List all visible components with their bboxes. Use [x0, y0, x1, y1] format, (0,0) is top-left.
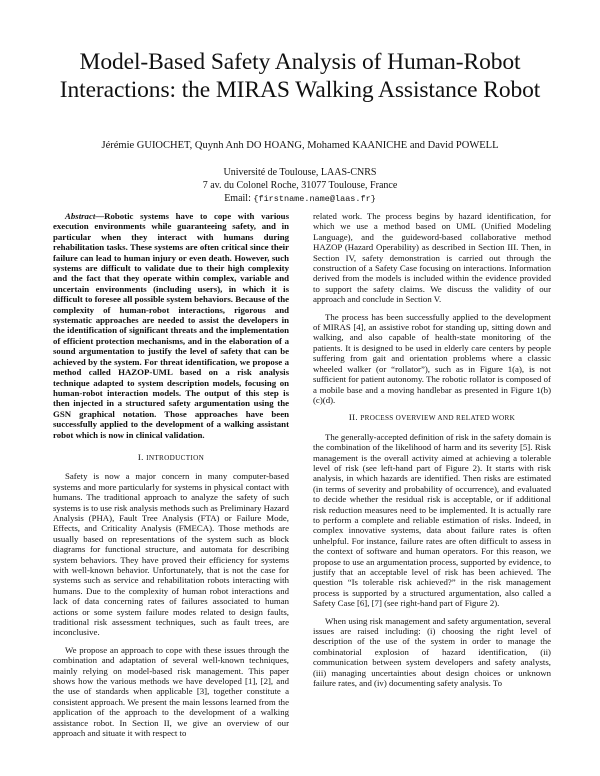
paper-title [30, 48, 570, 104]
section-1-title: INTRODUCTION [146, 453, 205, 462]
email-address: {firstname.name@laas.fr} [253, 194, 376, 204]
affiliation-line-1: Université de Toulouse, LAAS-CNRS [223, 167, 377, 178]
abstract-text: —Robotic systems have to cope with various execution environments while guaranteeing safety, and in particular when they interact with humans during rehabilitation tasks. These systems are often critical since their failure can lead to human injury or even death. However, such systems are difficult to validate due to their high complexity and the fact that they operate within complex, variable and uncertain environments (including users), in which it is difficult to foresee all possible system behaviors. Because of the complexity of human-robot interactions, rigorous and systematic approaches are needed to assist the developers in the identification of significant threats and the implementation of efficient protection mechanisms, and in the elaboration of a sound argumentation to justify the level of safety that can be achieved by the system. For threat identification, we propose a method called HAZOP-UML based on a risk analysis technique adapted to system description models, focusing on human-robot interaction models. The output of this step is then injected in a structured safety argumentation using the GSN graphical notation. Those approaches have been successfully applied to the development of a walking assistant robot which is now in clinical validation. [53, 211, 289, 440]
right-column [313, 211, 551, 695]
affiliation-line-2: 7 av. du Colonel Roche, 31077 Toulouse, France [202, 180, 398, 191]
intro-paragraph-2-continued: related work. The process begins by hazard identification, for which we use a method based on UML (Unified Modeling Language), and the guideword-based collaborative method HAZOP (Hazard Operability) as described in Section III. Then, in Section IV, safety demonstration is carried out through the construction of a Safety Case focusing on interactions. Information derived from the models is included within the evidence provided to support the safety claims. We discuss the validity of our approach and conclude in Section V. [313, 211, 551, 305]
section-1-heading [53, 452, 289, 463]
email-label: Email: [224, 193, 254, 204]
title-line-2: Interactions: the MIRAS Walking Assistance Robot [59, 77, 541, 103]
title-line-1: Model-Based Safety Analysis of Human-Robot [79, 49, 521, 75]
author-list: Jérémie GUIOCHET, Quynh Anh DO HOANG, Mohamed KAANICHE and David POWELL [101, 140, 499, 151]
email-line [40, 192, 560, 206]
process-paragraph-1: The generally-accepted definition of risk in the safety domain is the combination of the likelihood of harm and its severity [5]. Risk management is the overall activity aimed at achieving a tolerable level of risk (see left-hand part of Figure 2). It starts with risk analysis, in which hazards are identified. Then risks are estimated (in terms of severity and probability of occurrence), and evaluated to decide whether the residual risk is acceptable, or if additional risk reduction measures need to be implemented. It is actually rare to perform a complete and reliable estimation of risks. Indeed, in complex innovative systems, data about failure rates is often unhelpful. For instance, failure rates are often difficult to assess in the context of software and human operators. For this reason, we propose to use an argumentation process, supported by evidence, to justify that an acceptable level of risk has been achieved. The question “Is tolerable risk achieved?” in the risk management process is supported by a structured argumentation, also called a Safety Case [6], [7] (see right-hand part of Figure 2). [313, 431, 551, 609]
intro-paragraph-3: The process has been successfully applied to the development of MIRAS [4], an assistive robot for standing up, sitting down and walking, and also capable of health-state monitoring of the patients. It is designed to be used in elderly care centers by people suffering from gait and orientation problems where a classic wheeled walker (or “rollator”), such as in Figure 1(a), is not sufficient for patient autonomy. The robotic rollator is composed of a mobile base and a moving handlebar as presented in Figure 1(b)(c)(d). [313, 311, 551, 405]
affiliation-block [40, 166, 560, 206]
abstract-label: Abstract [65, 211, 96, 221]
process-paragraph-2: When using risk management and safety argumentation, several issues are raised including: (i) choosing the right level of description of the use of the system in order to manage the combinatorial explosion of hazard identification, (ii) communication between system developers and safety analysts, (iii) managing uncertainties about design choices or unknown failure rates, and (iv) documenting safety analysis. To [313, 615, 551, 689]
abstract [53, 211, 289, 440]
section-2-heading [313, 412, 551, 423]
section-2-title: PROCESS OVERVIEW AND RELATED WORK [360, 414, 516, 423]
section-2-number: II. [348, 412, 361, 423]
intro-paragraph-2: We propose an approach to cope with these issues through the combination and adaptation of several well-known techniques, mainly relying on model-based risk management. This paper shows how the various methods we have developed [1], [2], and the use of standards when applicable [3], together constitute a consistent approach. We present the main lessons learned from the application of the approach to the development of a walking assistance robot. In Section II, we give an overview of our approach and situate it with respect to [53, 644, 289, 739]
left-column [53, 211, 289, 746]
intro-paragraph-1: Safety is now a major concern in many computer-based systems and more particularly for systems in physical contact with humans. The traditional approach to analyze the safety of such systems is to use risk analysis methods such as Preliminary Hazard Analysis (PHA), Fault Tree Analysis (FTA) or Failure Mode, Effects, and Criticality Analysis (FMECA). Those methods are usually based on representations of the system such as block diagrams for functional structure, and automata for describing system behaviors. They have proved their efficiency for systems with well-known behavior. Unfortunately, that is not the case for systems such as service and rehabilitation robots interacting with humans. Due to the complexity of human robot interactions and lack of data concerning rates of failures associated to human actions or some system failure modes related to design faults, traditional risk assessment techniques, such as fault trees, are inconclusive. [53, 471, 290, 638]
section-1-number: I. [137, 451, 147, 462]
